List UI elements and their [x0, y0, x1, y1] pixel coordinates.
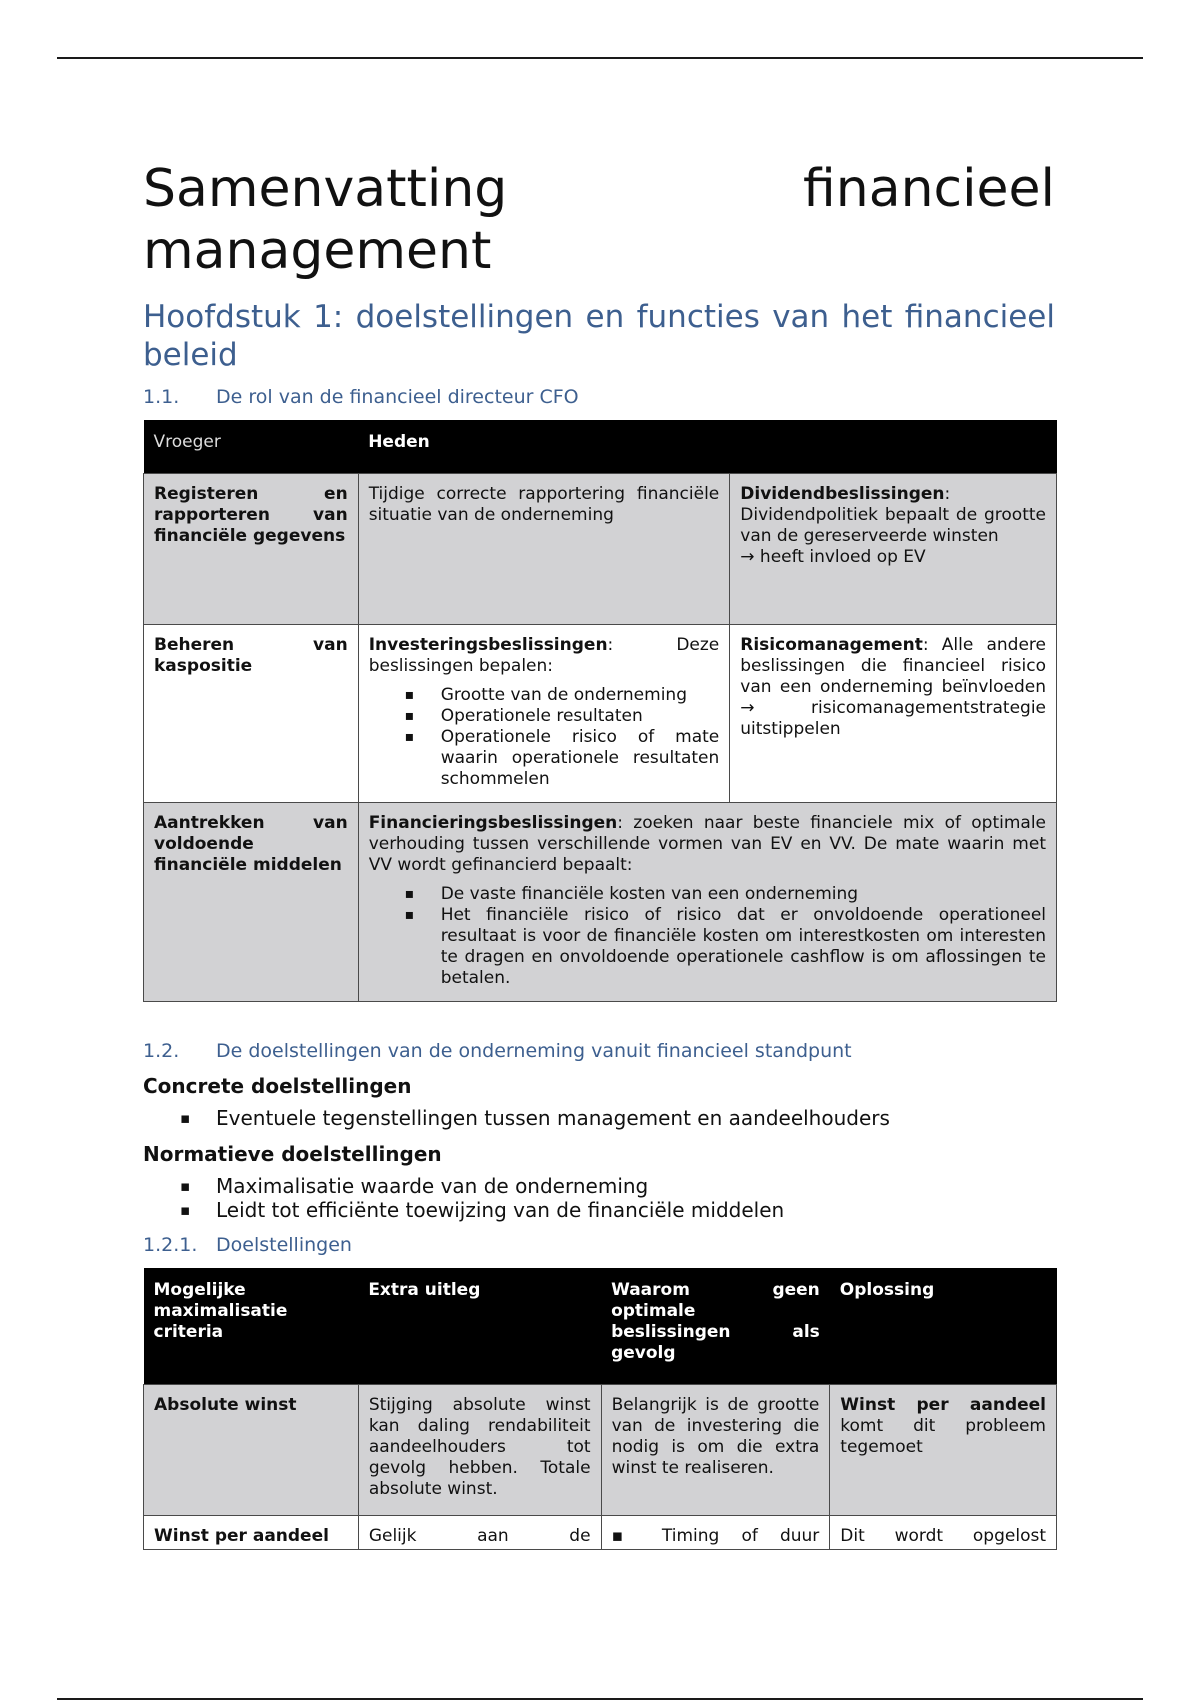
- document-title: Samenvatting financieel management: [143, 159, 1055, 281]
- list-item: ▪ Leidt tot efficiënte toewijzing van de financiële middelen: [216, 1198, 1055, 1222]
- objectives-table: [143, 1268, 1057, 1550]
- table-row: [144, 803, 1057, 1002]
- table-cell: ▪ Timing of duur: [601, 1516, 830, 1550]
- row-label: Absolute winst: [144, 1385, 359, 1516]
- bullet-list: [369, 884, 1046, 989]
- table-cell: [830, 1385, 1057, 1516]
- table-cell: Tijdige correcte rapportering financiële situatie van de onderneming: [358, 474, 730, 625]
- list-item: ▪ Grootte van de onderneming: [441, 685, 720, 706]
- section-number: 1.2.: [143, 1040, 180, 1062]
- header-criteria: Mogelijke maximalisatie criteria: [144, 1268, 359, 1385]
- row-label: Beheren van kaspositie: [144, 625, 359, 803]
- section-number: 1.1.: [143, 386, 180, 408]
- term-text: : Deze beslissingen bepalen:: [368, 635, 720, 676]
- section-title: De rol van de financieel directeur CFO: [216, 386, 579, 408]
- header-rule: [57, 57, 1143, 59]
- term-text: komt dit probleem tegemoet: [840, 1416, 1046, 1457]
- section-title: De doelstellingen van de onderneming vanuit financieel standpunt: [216, 1040, 852, 1062]
- term-bold: Winst per aandeel: [840, 1395, 1046, 1415]
- arrow-note: → heeft invloed op EV: [740, 547, 926, 567]
- table-cell: [730, 474, 1057, 625]
- normative-list: [143, 1174, 1055, 1222]
- table-cell: [730, 625, 1057, 803]
- table-row: [144, 1385, 1057, 1516]
- row-label: Winst per aandeel: [144, 1516, 359, 1550]
- table-header-row: [144, 1268, 1057, 1385]
- section-heading-1-2-1: [143, 1234, 1055, 1256]
- concrete-heading: Concrete doelstellingen: [143, 1074, 412, 1098]
- table-row: [144, 474, 1057, 625]
- chapter-heading: Hoofdstuk 1: doelstellingen en functies van het financieel beleid: [143, 299, 1055, 373]
- header-heden: Heden: [358, 420, 1056, 474]
- list-item: ▪ Operationele resultaten: [441, 706, 720, 727]
- term-bold: Risicomanagement: [740, 635, 923, 655]
- header-extra-uitleg: Extra uitleg: [358, 1268, 601, 1385]
- document-body: [143, 150, 1055, 1550]
- table-cell: Belangrijk is de grootte van de investering die nodig is om die extra winst te realiseren.: [601, 1385, 830, 1516]
- section-heading-1-1: [143, 386, 1055, 408]
- term-bold: Investeringsbeslissingen: [368, 635, 608, 655]
- section-title: Doelstellingen: [216, 1234, 352, 1256]
- bullet-list: [369, 685, 720, 790]
- header-oplossing: Oplossing: [830, 1268, 1057, 1385]
- list-item: ▪ Eventuele tegenstellingen tussen management en aandeelhouders: [216, 1106, 1055, 1130]
- table-row: [144, 1516, 1057, 1550]
- header-vroeger: Vroeger: [144, 420, 359, 474]
- table-cell: Dit wordt opgelost: [830, 1516, 1057, 1550]
- row-label: Registeren en rapporteren van financiële gegevens: [144, 474, 359, 625]
- section-number: 1.2.1.: [143, 1234, 198, 1256]
- list-item: ▪ Maximalisatie waarde van de onderneming: [216, 1174, 1055, 1198]
- concrete-list: [143, 1106, 1055, 1130]
- list-item: ▪ De vaste financiële kosten van een onderneming: [441, 884, 1046, 905]
- table-cell: [358, 625, 730, 803]
- normative-heading: Normatieve doelstellingen: [143, 1142, 442, 1166]
- list-item: ▪ Operationele risico of mate waarin operationele resultaten schommelen: [441, 727, 720, 790]
- table-cell: Gelijk aan de: [358, 1516, 601, 1550]
- term-text: : Alle andere beslissingen die financieel risico van een onderneming beïnvloeden → risicomanagementstrategie uitstippelen: [740, 635, 1046, 739]
- term-text: : zoeken naar beste financiele mix of optimale verhouding tussen verschillende vormen van EV en VV. De mate waarin met VV wordt gefinancierd bepaalt:: [368, 813, 1046, 875]
- term-text: : Dividendpolitiek bepaalt de grootte van de gereserveerde winsten: [740, 484, 1046, 546]
- row-label: Aantrekken van voldoende financiële middelen: [144, 803, 359, 1002]
- table-cell: Stijging absolute winst kan daling rendabiliteit aandeelhouders tot gevolg hebben. Totale absolute winst.: [358, 1385, 601, 1516]
- term-bold: Financieringsbeslissingen: [368, 813, 618, 833]
- table-header-row: [144, 420, 1057, 474]
- cfo-role-table: [143, 420, 1057, 1002]
- list-item: ▪ Het financiële risico of risico dat er onvoldoende operationeel resultaat is voor de financiële kosten om interestkosten om interesten te dragen en onvoldoende operationele cashflow is om aflossingen te betalen.: [441, 905, 1046, 989]
- section-heading-1-2: [143, 1040, 1055, 1062]
- table-cell: [358, 803, 1056, 1002]
- table-row: [144, 625, 1057, 803]
- header-waarom: Waarom geen optimale beslissingen als gevolg: [601, 1268, 830, 1385]
- term-bold: Dividendbeslissingen: [740, 484, 945, 504]
